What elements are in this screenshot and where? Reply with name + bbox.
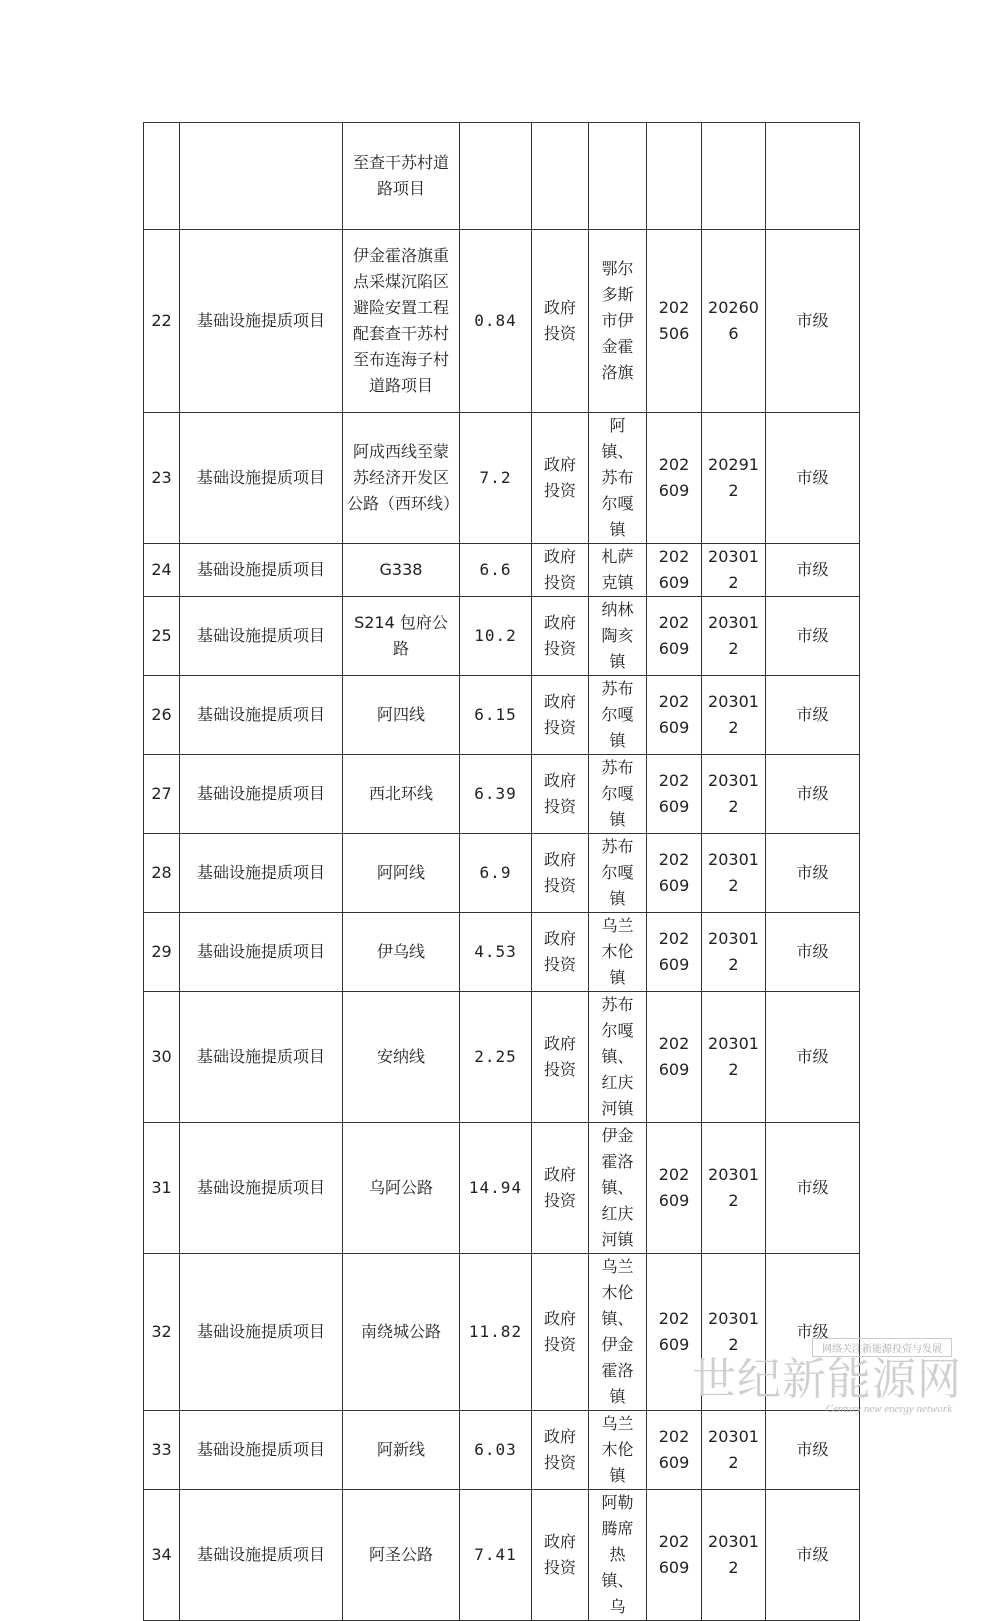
row-number-cell: 24 — [144, 544, 180, 597]
row-number-cell: 23 — [144, 413, 180, 544]
location-cell: 札萨克镇 — [589, 544, 647, 597]
category-cell: 基础设施提质项目 — [180, 676, 343, 755]
project-name-cell: 至查干苏村道路项目 — [343, 123, 460, 230]
level-cell: 市级 — [766, 597, 860, 676]
row-number-cell: 22 — [144, 230, 180, 413]
funding-cell: 政府投资 — [532, 413, 589, 544]
row-number-cell: 27 — [144, 755, 180, 834]
row-number-cell: 25 — [144, 597, 180, 676]
funding-cell: 政府投资 — [532, 1123, 589, 1254]
amount-cell: 7.41 — [460, 1490, 532, 1621]
level-cell: 市级 — [766, 1123, 860, 1254]
amount-cell: 6.6 — [460, 544, 532, 597]
start-date-cell: 202609 — [647, 1123, 702, 1254]
row-number-cell: 28 — [144, 834, 180, 913]
level-cell: 市级 — [766, 230, 860, 413]
category-cell: 基础设施提质项目 — [180, 1123, 343, 1254]
category-cell: 基础设施提质项目 — [180, 913, 343, 992]
funding-cell: 政府投资 — [532, 230, 589, 413]
table-row — [144, 123, 860, 230]
start-date-cell: 202609 — [647, 544, 702, 597]
table-row — [144, 544, 860, 597]
watermark-tagline: 网络关注新能源投资与发展 — [812, 1338, 952, 1357]
location-cell: 乌兰木伦镇、伊金霍洛镇 — [589, 1254, 647, 1411]
amount-cell: 14.94 — [460, 1123, 532, 1254]
category-cell: 基础设施提质项目 — [180, 413, 343, 544]
amount-cell: 7.2 — [460, 413, 532, 544]
end-date-cell: 203012 — [702, 544, 766, 597]
location-cell: 苏布尔嘎镇、红庆河镇 — [589, 992, 647, 1123]
location-cell: 伊金霍洛镇、红庆河镇 — [589, 1123, 647, 1254]
row-number-cell: 34 — [144, 1490, 180, 1621]
table-row — [144, 913, 860, 992]
location-cell: 乌兰木伦镇 — [589, 913, 647, 992]
end-date-cell: 203012 — [702, 834, 766, 913]
location-cell: 阿勒腾席热镇、乌 — [589, 1490, 647, 1621]
start-date-cell: 202609 — [647, 834, 702, 913]
table-row — [144, 676, 860, 755]
level-cell: 市级 — [766, 1254, 860, 1411]
category-cell: 基础设施提质项目 — [180, 992, 343, 1123]
start-date-cell: 202506 — [647, 230, 702, 413]
category-cell: 基础设施提质项目 — [180, 597, 343, 676]
start-date-cell: 202609 — [647, 1254, 702, 1411]
location-cell: 阿镇、苏布尔嘎镇 — [589, 413, 647, 544]
table-row — [144, 1411, 860, 1490]
table-row — [144, 413, 860, 544]
end-date-cell: 202606 — [702, 230, 766, 413]
amount-cell: 4.53 — [460, 913, 532, 992]
start-date-cell: 202609 — [647, 676, 702, 755]
project-name-cell: 南绕城公路 — [343, 1254, 460, 1411]
table-row — [144, 755, 860, 834]
location-cell: 乌兰木伦镇 — [589, 1411, 647, 1490]
amount-cell: 11.82 — [460, 1254, 532, 1411]
category-cell: 基础设施提质项目 — [180, 544, 343, 597]
end-date-cell: 203012 — [702, 1490, 766, 1621]
funding-cell: 政府投资 — [532, 834, 589, 913]
level-cell: 市级 — [766, 1411, 860, 1490]
end-date-cell: 203012 — [702, 755, 766, 834]
funding-cell: 政府投资 — [532, 1490, 589, 1621]
end-date-cell: 202912 — [702, 413, 766, 544]
funding-cell: 政府投资 — [532, 597, 589, 676]
location-cell: 苏布尔嘎镇 — [589, 755, 647, 834]
start-date-cell: 202609 — [647, 913, 702, 992]
start-date-cell: 202609 — [647, 597, 702, 676]
end-date-cell: 203012 — [702, 1123, 766, 1254]
project-name-cell: 阿四线 — [343, 676, 460, 755]
project-name-cell: 阿圣公路 — [343, 1490, 460, 1621]
project-name-cell: 阿新线 — [343, 1411, 460, 1490]
amount-cell: 10.2 — [460, 597, 532, 676]
level-cell: 市级 — [766, 1490, 860, 1621]
amount-cell: 0.84 — [460, 230, 532, 413]
funding-cell: 政府投资 — [532, 1254, 589, 1411]
project-name-cell: 西北环线 — [343, 755, 460, 834]
row-number-cell: 30 — [144, 992, 180, 1123]
watermark — [692, 1338, 962, 1415]
row-number-cell: 29 — [144, 913, 180, 992]
category-cell: 基础设施提质项目 — [180, 1254, 343, 1411]
end-date-cell: 203012 — [702, 992, 766, 1123]
start-date-cell: 202609 — [647, 413, 702, 544]
start-date-cell: 202609 — [647, 755, 702, 834]
project-name-cell: 阿阿线 — [343, 834, 460, 913]
category-cell: 基础设施提质项目 — [180, 230, 343, 413]
project-name-cell: 乌阿公路 — [343, 1123, 460, 1254]
project-name-cell: 伊乌线 — [343, 913, 460, 992]
row-number-cell: 31 — [144, 1123, 180, 1254]
amount-cell: 6.39 — [460, 755, 532, 834]
project-name-cell: 伊金霍洛旗重点采煤沉陷区避险安置工程配套查干苏村至布连海子村道路项目 — [343, 230, 460, 413]
table-row — [144, 1123, 860, 1254]
project-name-cell: 阿成西线至蒙苏经济开发区公路（西环线） — [343, 413, 460, 544]
start-date-cell: 202609 — [647, 1490, 702, 1621]
row-number-cell: 32 — [144, 1254, 180, 1411]
category-cell: 基础设施提质项目 — [180, 755, 343, 834]
table-row — [144, 1490, 860, 1621]
end-date-cell: 203012 — [702, 913, 766, 992]
table-row — [144, 230, 860, 413]
table-row — [144, 597, 860, 676]
category-cell: 基础设施提质项目 — [180, 1490, 343, 1621]
level-cell: 市级 — [766, 755, 860, 834]
location-cell: 苏布尔嘎镇 — [589, 676, 647, 755]
table-row — [144, 992, 860, 1123]
category-cell: 基础设施提质项目 — [180, 1411, 343, 1490]
level-cell: 市级 — [766, 413, 860, 544]
funding-cell: 政府投资 — [532, 1411, 589, 1490]
level-cell: 市级 — [766, 992, 860, 1123]
end-date-cell: 203012 — [702, 676, 766, 755]
project-name-cell: 安纳线 — [343, 992, 460, 1123]
funding-cell: 政府投资 — [532, 992, 589, 1123]
amount-cell: 2.25 — [460, 992, 532, 1123]
amount-cell: 6.15 — [460, 676, 532, 755]
category-cell: 基础设施提质项目 — [180, 834, 343, 913]
amount-cell: 6.9 — [460, 834, 532, 913]
end-date-cell: 203012 — [702, 1411, 766, 1490]
location-cell: 苏布尔嘎镇 — [589, 834, 647, 913]
level-cell: 市级 — [766, 913, 860, 992]
row-number-cell: 26 — [144, 676, 180, 755]
funding-cell: 政府投资 — [532, 676, 589, 755]
project-name-cell: G338 — [343, 544, 460, 597]
end-date-cell: 203012 — [702, 1254, 766, 1411]
row-number-cell: 33 — [144, 1411, 180, 1490]
funding-cell: 政府投资 — [532, 913, 589, 992]
funding-cell: 政府投资 — [532, 755, 589, 834]
level-cell: 市级 — [766, 834, 860, 913]
location-cell: 纳林陶亥镇 — [589, 597, 647, 676]
start-date-cell: 202609 — [647, 992, 702, 1123]
project-name-cell: S214 包府公路 — [343, 597, 460, 676]
table-row — [144, 834, 860, 913]
watermark-subtitle: Century new energy network — [825, 1403, 952, 1415]
start-date-cell: 202609 — [647, 1411, 702, 1490]
location-cell: 鄂尔多斯市伊金霍洛旗 — [589, 230, 647, 413]
funding-cell: 政府投资 — [532, 544, 589, 597]
end-date-cell: 203012 — [702, 597, 766, 676]
watermark-brand: 世纪新能源网 — [692, 1354, 962, 1405]
amount-cell: 6.03 — [460, 1411, 532, 1490]
level-cell: 市级 — [766, 676, 860, 755]
level-cell: 市级 — [766, 544, 860, 597]
